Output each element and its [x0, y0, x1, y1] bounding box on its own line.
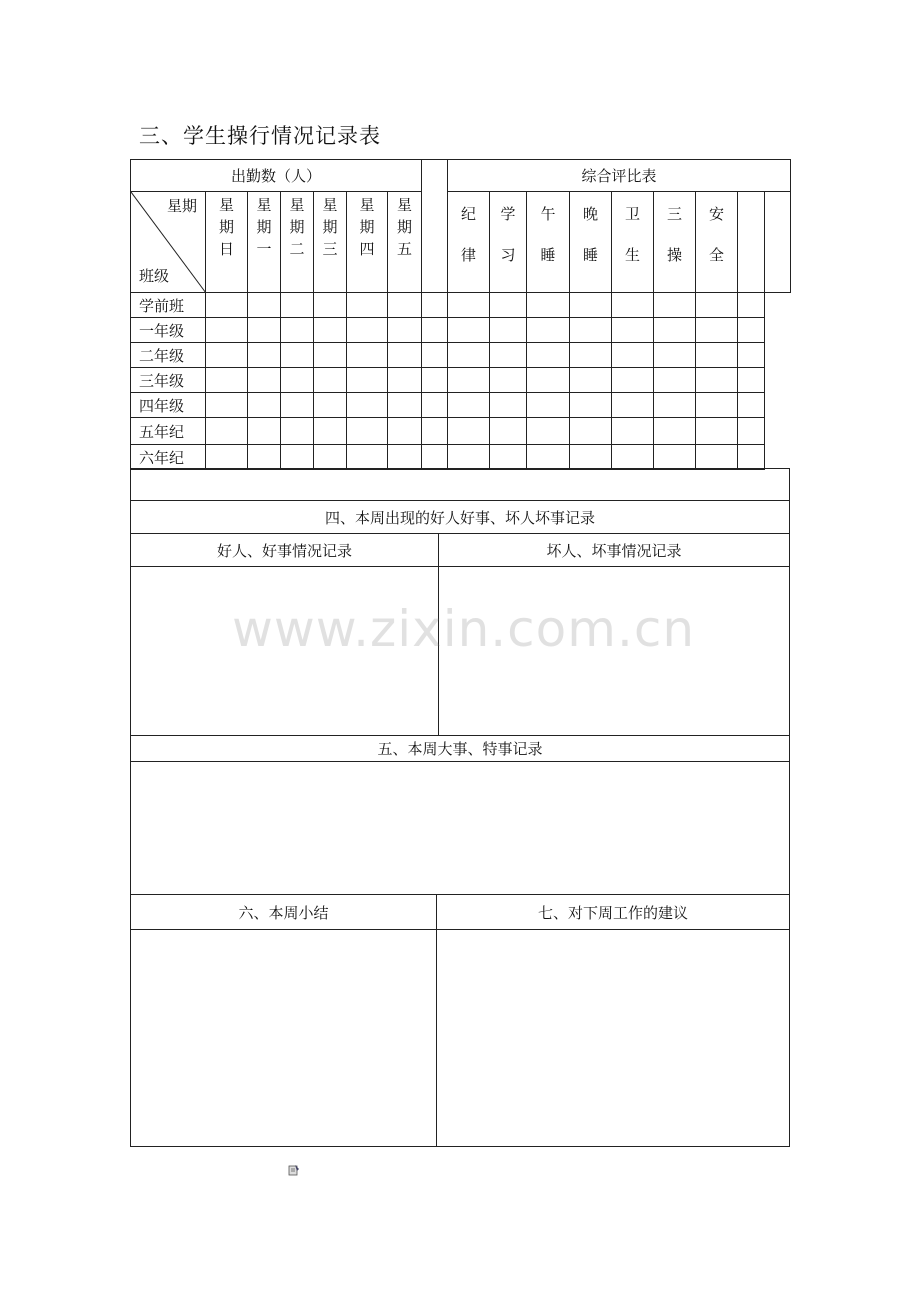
- eval-header-discipline: 纪律: [461, 205, 477, 264]
- evaluation-cell[interactable]: [448, 293, 490, 318]
- evaluation-cell[interactable]: [738, 293, 765, 318]
- evaluation-cell[interactable]: [696, 318, 738, 343]
- attendance-cell[interactable]: [347, 418, 388, 445]
- diag-label-class: 班级: [139, 267, 170, 285]
- attendance-cell[interactable]: [388, 393, 422, 418]
- evaluation-cell[interactable]: [612, 293, 654, 318]
- evaluation-cell[interactable]: [422, 293, 448, 318]
- attendance-cell[interactable]: [347, 445, 388, 470]
- evaluation-cell[interactable]: [422, 343, 448, 368]
- day-header-tue: 星期二: [289, 196, 305, 258]
- evaluation-cell[interactable]: [422, 318, 448, 343]
- attendance-cell[interactable]: [388, 445, 422, 470]
- table-row: [131, 368, 791, 393]
- evaluation-cell[interactable]: [570, 343, 612, 368]
- table-row: [131, 393, 791, 418]
- day-header-fri: 星期五: [396, 196, 412, 258]
- attendance-cell[interactable]: [314, 343, 347, 368]
- evaluation-cell[interactable]: [654, 343, 696, 368]
- page-title: 三、学生操行情况记录表: [139, 124, 381, 148]
- evaluation-header: 综合评比表: [448, 160, 791, 192]
- evaluation-cell[interactable]: [696, 445, 738, 470]
- eval-header-hygiene: 卫生: [625, 205, 641, 264]
- evaluation-cell[interactable]: [527, 393, 570, 418]
- attendance-cell[interactable]: [281, 393, 314, 418]
- attendance-cell[interactable]: [314, 368, 347, 393]
- evaluation-cell[interactable]: [612, 418, 654, 445]
- evaluation-cell[interactable]: [612, 343, 654, 368]
- diagonal-header-cell: [131, 192, 206, 293]
- evaluation-cell[interactable]: [612, 445, 654, 470]
- watermark: www.zixin.com.cn: [232, 600, 696, 658]
- evaluation-cell[interactable]: [448, 318, 490, 343]
- attendance-cell[interactable]: [314, 393, 347, 418]
- evaluation-cell[interactable]: [448, 343, 490, 368]
- evaluation-cell[interactable]: [654, 418, 696, 445]
- class-label: 四年级: [131, 393, 206, 418]
- evaluation-cell[interactable]: [654, 318, 696, 343]
- weekly-summary-field[interactable]: [130, 929, 437, 1147]
- evaluation-cell[interactable]: [738, 368, 765, 393]
- evaluation-cell[interactable]: [448, 368, 490, 393]
- attendance-cell[interactable]: [281, 418, 314, 445]
- attendance-cell[interactable]: [347, 368, 388, 393]
- evaluation-cell[interactable]: [422, 418, 448, 445]
- record-table: [130, 159, 790, 470]
- attendance-cell[interactable]: [388, 418, 422, 445]
- day-header-sun: 星期日: [218, 196, 234, 258]
- attendance-cell[interactable]: [248, 368, 281, 393]
- evaluation-cell[interactable]: [527, 418, 570, 445]
- evaluation-cell[interactable]: [448, 393, 490, 418]
- attendance-cell[interactable]: [248, 445, 281, 470]
- attendance-cell[interactable]: [347, 318, 388, 343]
- good-deeds-header: 好人、好事情况记录: [130, 533, 439, 567]
- evaluation-cell[interactable]: [654, 393, 696, 418]
- class-label: 学前班: [131, 293, 206, 318]
- table-row: [131, 445, 791, 470]
- attendance-cell[interactable]: [388, 343, 422, 368]
- attendance-cell[interactable]: [314, 418, 347, 445]
- attendance-cell[interactable]: [206, 393, 248, 418]
- attendance-header: 出勤数（人）: [131, 160, 422, 192]
- attendance-cell[interactable]: [206, 343, 248, 368]
- evaluation-cell[interactable]: [696, 343, 738, 368]
- evaluation-cell[interactable]: [696, 418, 738, 445]
- evaluation-cell[interactable]: [696, 393, 738, 418]
- day-header-wed: 星期三: [322, 196, 338, 258]
- class-label: 六年纪: [131, 445, 206, 470]
- evaluation-cell[interactable]: [448, 445, 490, 470]
- attendance-cell[interactable]: [248, 343, 281, 368]
- attendance-cell[interactable]: [206, 293, 248, 318]
- section6-title: 六、本周小结: [130, 894, 437, 930]
- attendance-cell[interactable]: [248, 393, 281, 418]
- evaluation-cell[interactable]: [738, 393, 765, 418]
- table-row: [131, 418, 791, 445]
- evaluation-cell[interactable]: [738, 445, 765, 470]
- class-label: 一年级: [131, 318, 206, 343]
- evaluation-cell[interactable]: [570, 393, 612, 418]
- table-row: [131, 293, 791, 318]
- attendance-cell[interactable]: [248, 293, 281, 318]
- evaluation-cell[interactable]: [422, 368, 448, 393]
- evaluation-cell[interactable]: [570, 318, 612, 343]
- attendance-cell[interactable]: [347, 293, 388, 318]
- evaluation-cell[interactable]: [490, 368, 527, 393]
- evaluation-cell[interactable]: [490, 445, 527, 470]
- attendance-cell[interactable]: [206, 418, 248, 445]
- attendance-cell[interactable]: [206, 368, 248, 393]
- evaluation-cell[interactable]: [527, 445, 570, 470]
- evaluation-cell[interactable]: [738, 318, 765, 343]
- eval-header-night-sleep: 晚睡: [583, 205, 599, 264]
- attendance-cell[interactable]: [388, 293, 422, 318]
- attendance-cell[interactable]: [248, 318, 281, 343]
- bad-deeds-field[interactable]: [438, 566, 790, 736]
- day-header-mon: 星期一: [256, 196, 272, 258]
- eval-header-blank: [738, 192, 765, 293]
- evaluation-cell[interactable]: [654, 368, 696, 393]
- good-deeds-field[interactable]: [130, 566, 439, 736]
- evaluation-cell[interactable]: [570, 293, 612, 318]
- attendance-cell[interactable]: [388, 318, 422, 343]
- evaluation-cell[interactable]: [570, 368, 612, 393]
- evaluation-cell[interactable]: [738, 343, 765, 368]
- attendance-cell[interactable]: [347, 393, 388, 418]
- next-week-suggestions-field[interactable]: [436, 929, 790, 1147]
- attendance-cell[interactable]: [314, 318, 347, 343]
- eval-header-study: 学习: [500, 205, 516, 264]
- evaluation-cell[interactable]: [612, 318, 654, 343]
- attendance-cell[interactable]: [388, 368, 422, 393]
- evaluation-cell[interactable]: [490, 293, 527, 318]
- evaluation-cell[interactable]: [612, 368, 654, 393]
- major-events-field[interactable]: [130, 761, 790, 895]
- evaluation-cell[interactable]: [422, 393, 448, 418]
- eval-header-nap: 午睡: [540, 205, 556, 264]
- eval-header-safety: 安全: [709, 205, 725, 264]
- attendance-cell[interactable]: [206, 318, 248, 343]
- evaluation-cell[interactable]: [422, 445, 448, 470]
- attendance-cell[interactable]: [206, 445, 248, 470]
- evaluation-cell[interactable]: [527, 318, 570, 343]
- attendance-cell[interactable]: [281, 343, 314, 368]
- attendance-cell[interactable]: [347, 343, 388, 368]
- blank-row: [130, 468, 790, 501]
- table-row: [131, 343, 791, 368]
- evaluation-cell[interactable]: [570, 418, 612, 445]
- eval-header-exercises: 三操: [667, 205, 683, 264]
- class-label: 五年纪: [131, 418, 206, 445]
- attendance-cell[interactable]: [281, 293, 314, 318]
- evaluation-cell[interactable]: [490, 418, 527, 445]
- attendance-evaluation-table: [130, 159, 791, 470]
- diag-label-weekday: 星期: [166, 197, 197, 215]
- section7-title: 七、对下周工作的建议: [436, 894, 790, 930]
- evaluation-cell[interactable]: [696, 368, 738, 393]
- evaluation-cell[interactable]: [570, 445, 612, 470]
- document-icon: [288, 1164, 300, 1176]
- evaluation-cell[interactable]: [448, 418, 490, 445]
- evaluation-cell[interactable]: [490, 343, 527, 368]
- evaluation-cell[interactable]: [654, 293, 696, 318]
- evaluation-cell[interactable]: [654, 445, 696, 470]
- evaluation-cell[interactable]: [527, 343, 570, 368]
- eval-header-blank: [765, 192, 791, 293]
- attendance-cell[interactable]: [281, 368, 314, 393]
- attendance-cell[interactable]: [314, 445, 347, 470]
- spacer-column: [422, 160, 448, 293]
- evaluation-cell[interactable]: [527, 368, 570, 393]
- attendance-cell[interactable]: [281, 445, 314, 470]
- evaluation-cell[interactable]: [738, 418, 765, 445]
- attendance-cell[interactable]: [248, 418, 281, 445]
- section4-title: 四、本周出现的好人好事、坏人坏事记录: [130, 500, 790, 534]
- evaluation-cell[interactable]: [612, 393, 654, 418]
- day-header-thu: 星期四: [359, 196, 375, 258]
- attendance-cell[interactable]: [281, 318, 314, 343]
- section5-title: 五、本周大事、特事记录: [130, 735, 790, 762]
- evaluation-cell[interactable]: [490, 318, 527, 343]
- bad-deeds-header: 坏人、坏事情况记录: [438, 533, 790, 567]
- class-label: 二年级: [131, 343, 206, 368]
- evaluation-cell[interactable]: [527, 293, 570, 318]
- attendance-cell[interactable]: [314, 293, 347, 318]
- table-row: [131, 318, 791, 343]
- evaluation-cell[interactable]: [696, 293, 738, 318]
- class-label: 三年级: [131, 368, 206, 393]
- evaluation-cell[interactable]: [490, 393, 527, 418]
